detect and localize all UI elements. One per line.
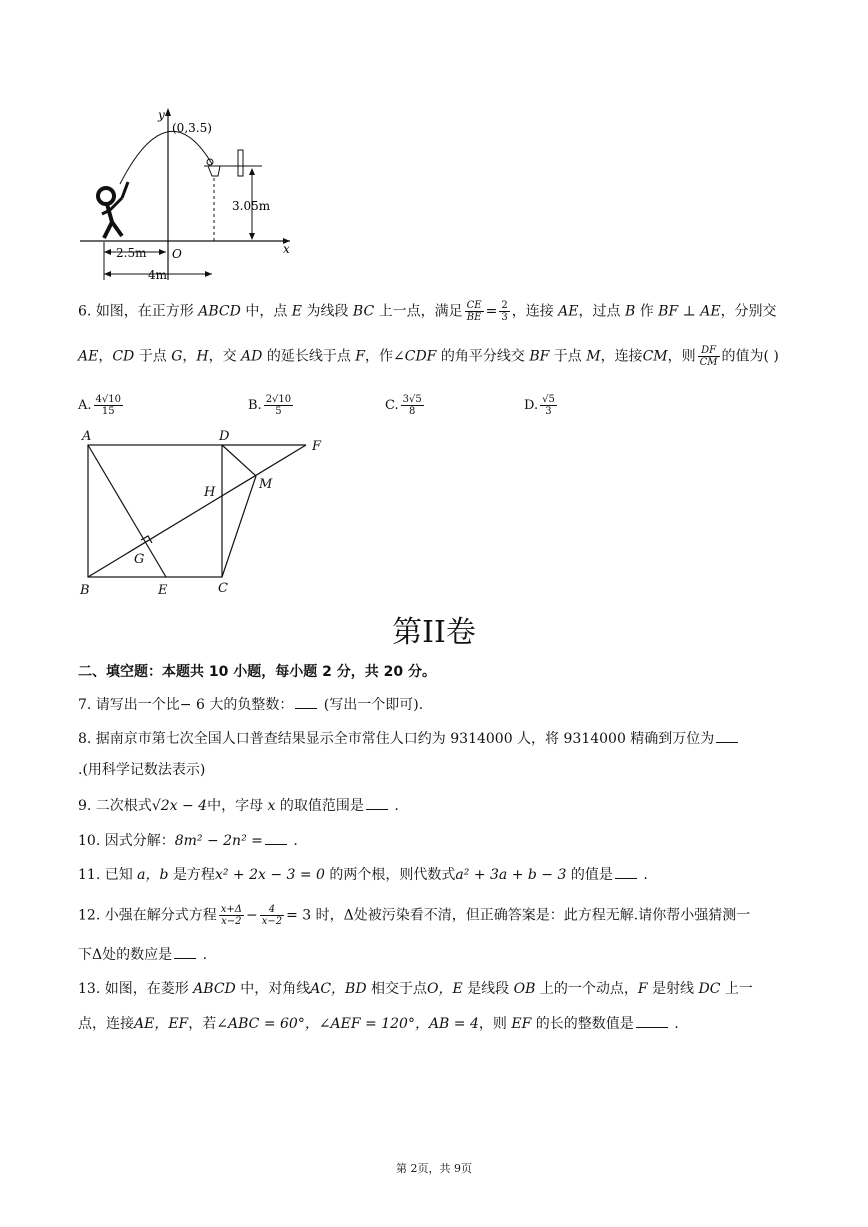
player-icon [98, 182, 128, 238]
question-13-line-1: 13. 如图，在菱形 ABCD 中，对角线AC，BD 相交于点O，E 是线段 OB 上的一个动点，F 是射线 DC 上一 [78, 981, 753, 997]
point-e: E [158, 583, 168, 598]
x-axis-label: x [283, 242, 290, 256]
option-d[interactable]: D. $\frac{√5}{3}$ [524, 394, 555, 417]
option-c[interactable]: C. $\frac{3√5}{8}$ [385, 394, 422, 417]
vertex-d: D [219, 429, 230, 444]
question-6-line-2: AE，CD 于点 G，H，交 AD 的延长线于点 F，作∠CDF 的角平分线交 BF 于点 M，连接CM，则 $\frac{DF}{CM}$ 的值为( ) [78, 345, 779, 368]
question-6-line-1: 6. 如图，在正方形 ABCD 中，点 E 为线段 BC 上一点，满足 $\frac{CE}{BE}$ = $\frac{2}{3}$ ，连接 AE，过点 B 作 BF ⊥ AE，分别交 [78, 300, 777, 323]
fraction-df-cm: $\frac{DF}{CM}$ [699, 345, 718, 368]
question-11: 11. 已知 a，b 是方程x² + 2x − 3 = 0 的两个根，则代数式a² + 3a + b − 3 的值是 . [78, 864, 648, 885]
question-7: 7. 请写出一个比− 6 大的负整数： (写出一个即可). [78, 694, 423, 715]
question-12-line-2: 下Δ处的数应是 . [78, 944, 207, 965]
origin-label: O [172, 247, 182, 261]
point-h: H [204, 485, 216, 500]
option-a[interactable]: A. $\frac{4√10}{15}$ [78, 394, 121, 417]
fraction-two-thirds: $\frac{2}{3}$ [501, 300, 508, 323]
vertex-b: B [80, 583, 90, 598]
page-footer: 第 2页，共 9页 [396, 1162, 472, 1175]
question-10: 10. 因式分解：8m² − 2n² = . [78, 830, 298, 851]
vertex-label: (0,3.5) [172, 121, 212, 135]
point-m: M [259, 477, 273, 492]
projectile-figure [76, 100, 306, 290]
parabola-path [120, 131, 212, 184]
answer-blank-9[interactable] [366, 795, 388, 810]
question-13-line-2: 点，连接AE，EF，若∠ABC = 60°，∠AEF = 120°，AB = 4，则 EF 的长的整数值是 . [78, 1013, 679, 1034]
answer-blank-11[interactable] [615, 864, 637, 879]
y-axis-label: y [158, 108, 165, 122]
question-8-line-1: 8. 据南京市第七次全国人口普查结果显示全市常住人口约为 9314000 人，将 9314000 精确到万位为 [78, 728, 740, 749]
question-12-line-1: 12. 小强在解分式方程 $\frac{x+\Delta}{x-2}$ − $\frac{4}{x-2}$ = 3 时，Δ处被污染看不清，但正确答案是：此方程无解.请你帮小强猜测一 [78, 904, 751, 927]
fill-in-section-title: 二、填空题：本题共 10 小题，每小题 2 分，共 20 分。 [78, 664, 436, 680]
answer-blank-7[interactable] [295, 694, 317, 709]
dist-4m: 4m [148, 268, 168, 282]
section-heading: 第II卷 [392, 615, 476, 650]
answer-blank-10[interactable] [265, 830, 287, 845]
question-9: 9. 二次根式√2x − 4中，字母 x 的取值范围是 . [78, 795, 399, 816]
answer-blank-13[interactable] [636, 1013, 668, 1028]
square-figure [76, 424, 336, 604]
fraction-ce-be: $\frac{CE}{BE}$ [466, 300, 482, 323]
height-label: 3.05m [232, 199, 271, 213]
point-g: G [134, 552, 145, 567]
point-f: F [312, 439, 322, 454]
dist-2-5m: 2.5m [116, 246, 147, 260]
answer-blank-12[interactable] [174, 944, 196, 959]
answer-blank-8[interactable] [716, 728, 738, 743]
question-8-line-2: .(用科学记数法表示) [78, 762, 206, 778]
option-b[interactable]: B. $\frac{2√10}{5}$ [248, 394, 292, 417]
vertex-c: C [218, 581, 228, 596]
vertex-a: A [82, 429, 92, 444]
